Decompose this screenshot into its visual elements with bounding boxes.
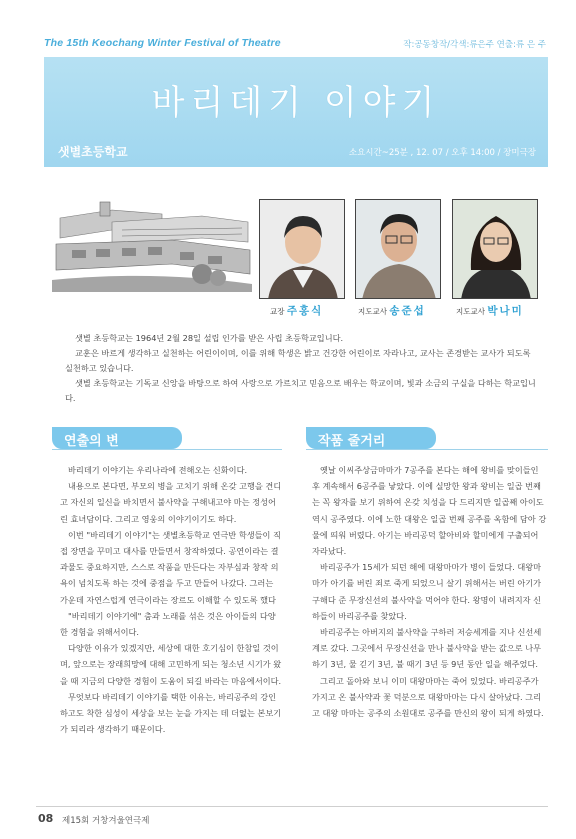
paragraph: 바리데기 이야기는 우리나라에 전해오는 신화이다. <box>68 465 248 475</box>
portrait-teacher-1 <box>355 199 441 299</box>
caption-role: 교장 <box>270 307 285 316</box>
divider <box>306 449 548 450</box>
paragraph: 이번 "바리데기 이야기"는 샛별초등학교 연극반 학생들이 직접 장면을 꾸미고 대사를 만들면서 창작하였다. 공연이라는 결과물도 중요하지만, 스스로 작품을 만든다는 자부심과 창작 의욕이 넘치도록 하는 것에 중점을 두고 만들어 나갔다. 그러는 가운데 자연스럽게 연극이라는 장르도 이해할 수 있도록 했다 <box>60 529 281 605</box>
portrait-principal <box>259 199 345 299</box>
credits: 작:공동창작/각색:류은주 연출:류 은 주 <box>403 40 546 50</box>
school-name: 샛별초등학교 <box>58 145 128 159</box>
synopsis-heading: 작품 줄거리 <box>306 427 436 449</box>
paragraph: 그리고 돌아와 보니 이미 대왕마마는 죽어 있었다. 바리공주가 가지고 온 불사약과 꽃 덕분으로 대왕마마는 다시 살아났다. 그리고 대왕 마마는 공주의 소원대로 공주를 만신의 왕이 되게 하였다. <box>312 675 544 719</box>
intro-paragraph: 샛별 초등학교는 1964년 2월 28일 설립 인가를 받은 사립 초등학교입니다. <box>75 333 344 343</box>
caption-teacher-2 <box>456 303 524 318</box>
caption-role: 지도교사 <box>456 307 485 316</box>
intro-paragraph: 교훈은 바르게 생각하고 실천하는 어린이이며, 이를 위해 학생은 밝고 건강한 어린이로 자라나고, 교사는 존경받는 교사가 되도록 실천하고 있습니다. <box>65 348 531 373</box>
director-text <box>60 462 282 737</box>
school-intro <box>65 331 541 406</box>
paragraph: 바리공주가 15세가 되던 해에 대왕마마가 병이 들었다. 대왕마마가 아기를 버린 죄로 죽게 되었으니 살기 위해서는 버린 아기가 구해다 준 무장신선의 불사약을 먹어야 한다. 왕명이 내려지자 신하들이 바리공주를 찾았다. <box>312 562 542 621</box>
divider <box>52 449 282 450</box>
paragraph: 다양한 이유가 있겠지만, 세상에 대한 호기심이 한참일 것이며, 앞으로는 장래희망에 대해 고민하게 되는 청소년 시기가 왔을 때 지금의 다양한 경험이 도움이 되길 바라는 마음에서이다. <box>60 643 282 686</box>
footer-divider <box>36 806 548 807</box>
page-header <box>0 0 576 58</box>
intro-paragraph: 샛별 초등학교는 기독교 신앙을 바탕으로 하여 사랑으로 가르치고 믿음으로 배우는 학교이며, 빛과 소금의 구실을 다하는 학교입니다. <box>65 378 536 403</box>
page-number: 08 <box>38 812 54 825</box>
footer-text: 제15회 거창겨울연극제 <box>62 816 150 826</box>
caption-name: 송준섭 <box>389 305 426 317</box>
paragraph: 옛날 이씨주상금마마가 7공주를 본다는 해에 왕비를 맞이들인 후 계속해서 6공주를 낳았다. 이에 실망한 왕과 왕비는 일곱 번째는 꼭 왕자를 보기 위하여 온갖 치성을 다 드리지만 일곱째 아이도 역시 공주였다. 이에 노한 대왕은 일곱 번째 공주를 옥함에 담아 강물에 띄워 버렸다. 아기는 바리공덕 할아비와 할미에게 구출되어 자라났다. <box>312 465 547 557</box>
paragraph: "바리데기 이야기에" 춤과 노래를 섞은 것은 아이들의 다양한 경험을 위해서이다. <box>60 610 276 638</box>
festival-title: The 15th Keochang Winter Festival of Theatre <box>44 37 281 49</box>
school-photo <box>52 200 252 292</box>
performance-info: 소요시간~25분 , 12. 07 / 오후 14:00 / 장미극장 <box>348 148 536 158</box>
paragraph: 바리공주는 아버지의 불사약을 구하러 저승세계를 지나 신선세계로 갔다. 그곳에서 무장신선을 만나 불사약을 받는 값으로 나무하기 3년, 물 긷기 3년, 불 때기 3년 등 9년 동안 일을 해주었다. <box>312 627 542 670</box>
caption-name: 박나미 <box>487 305 524 317</box>
caption-teacher-1 <box>358 303 426 318</box>
title-band <box>44 57 548 167</box>
caption-role: 지도교사 <box>358 307 387 316</box>
paragraph: 무엇보다 바리데기 이야기를 택한 이유는, 바리공주의 강인하고도 착한 심성이 세상을 보는 눈을 가지는 데 더없는 본보기가 되리라 생각하기 때문이다. <box>60 691 282 735</box>
play-title: 바리데기 이야기 <box>151 83 441 123</box>
caption-principal <box>270 303 323 318</box>
paragraph: 내용으로 본다면, 부모의 병을 고치기 위해 온갖 고행을 견디고 자신의 일신을 바치면서 불사약을 구해내고야 마는 정성어린 효녀담이다. 그리고 영웅의 이야기이기도 하다. <box>60 481 282 524</box>
director-heading: 연출의 변 <box>52 427 182 449</box>
synopsis-text <box>312 462 548 721</box>
caption-name: 주홍식 <box>286 305 324 317</box>
portrait-teacher-2 <box>452 199 538 299</box>
